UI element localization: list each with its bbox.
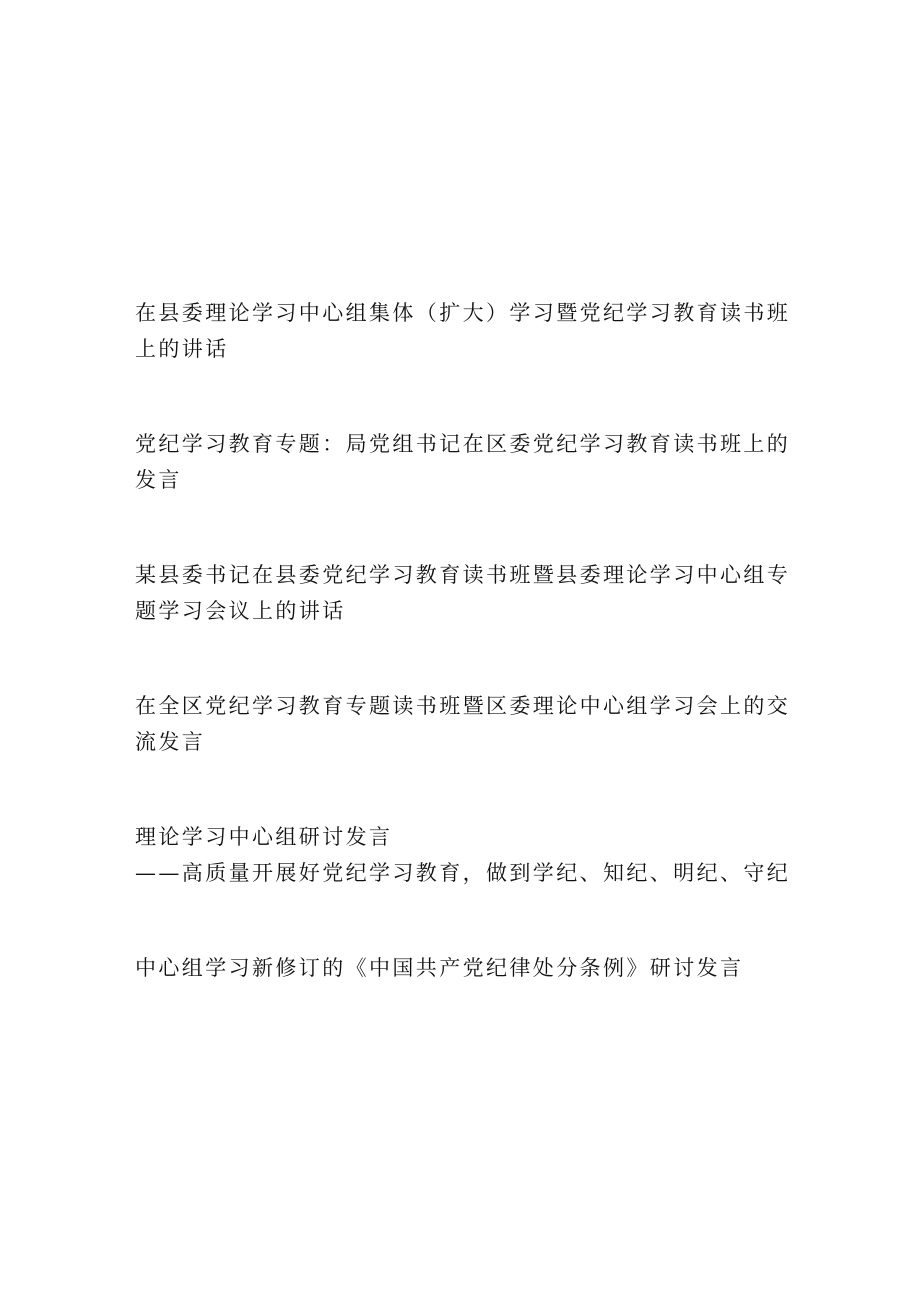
title-entry-4 [135,688,795,760]
title-list [135,295,795,1045]
title-line: 发言 [135,468,182,492]
title-entry-3 [135,557,795,629]
subtitle-line: ——高质量开展好党纪学习教育，做到学纪、知纪、明纪、守纪 [135,861,791,885]
title-line: 题学习会议上的讲话 [135,599,346,623]
title-entry-1 [135,295,795,367]
title-line: 中心组学习新修订的《中国共产党纪律处分条例》研讨发言 [135,956,744,980]
title-line: 在全区党纪学习教育专题读书班暨区委理论中心组学习会上的交 [135,694,791,718]
title-entry-2 [135,426,795,498]
title-line: 流发言 [135,730,206,754]
title-line: 理论学习中心组研讨发言 [135,825,393,849]
title-line: 党纪学习教育专题：局党组书记在区委党纪学习教育读书班上的 [135,432,791,456]
title-line: 上的讲话 [135,337,229,361]
title-line: 在县委理论学习中心组集体（扩大）学习暨党纪学习教育读书班 [135,301,791,325]
title-line: 某县委书记在县委党纪学习教育读书班暨县委理论学习中心组专 [135,563,791,587]
title-entry-6 [135,950,795,986]
title-entry-5 [135,819,795,891]
